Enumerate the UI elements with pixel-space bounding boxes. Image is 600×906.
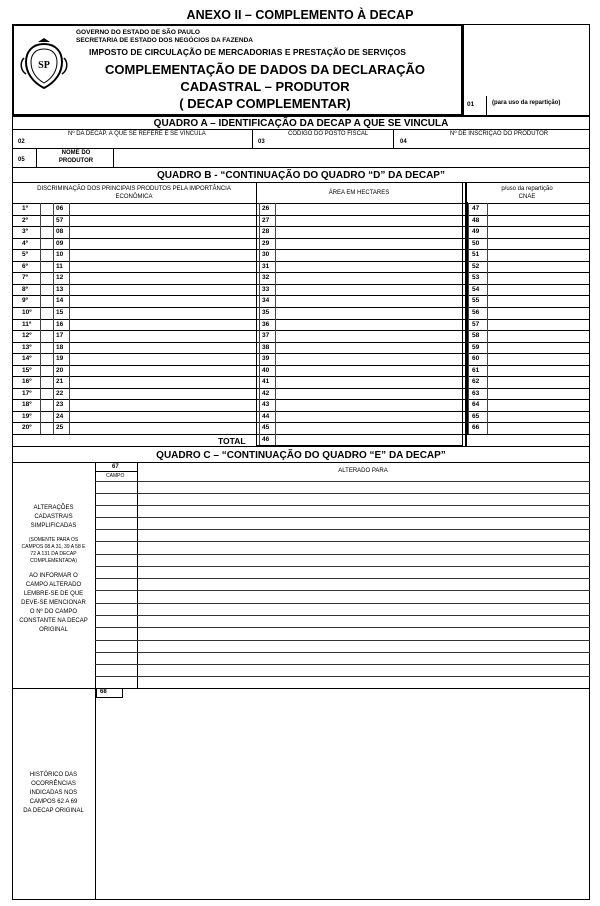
alterado-para-input[interactable]	[139, 506, 588, 516]
product-field-number: 19	[56, 355, 64, 362]
row-ordinal: 14º	[22, 355, 32, 362]
annex-title: ANEXO II – COMPLEMENTO À DECAP	[186, 8, 414, 22]
cnae-input[interactable]	[488, 273, 588, 283]
quadro-b-col-line	[468, 203, 469, 434]
product-field-number: 06	[56, 205, 64, 212]
row-ordinal: 8º	[22, 286, 28, 293]
row-ordinal: 1º	[22, 205, 28, 212]
product-input[interactable]	[70, 273, 254, 283]
area-input[interactable]	[276, 377, 460, 387]
alterado-para-input[interactable]	[139, 604, 588, 614]
historico-label-5: DA DECAP ORIGINAL	[23, 808, 84, 814]
alterado-para-input[interactable]	[139, 567, 588, 577]
area-field-number: 44	[262, 413, 270, 420]
product-field-number: 25	[56, 424, 64, 431]
cnae-field-number: 56	[472, 309, 480, 316]
product-input[interactable]	[70, 204, 254, 214]
alterado-para-input[interactable]	[139, 641, 588, 651]
cnae-field-number: 65	[472, 413, 480, 420]
area-field-number: 31	[262, 263, 270, 270]
area-input[interactable]	[276, 296, 460, 306]
cnae-field-number: 51	[472, 251, 480, 258]
product-field-number: 15	[56, 309, 64, 316]
row-ordinal: 13º	[22, 344, 32, 351]
cnae-input[interactable]	[488, 296, 588, 306]
cnae-input[interactable]	[488, 412, 588, 422]
product-input[interactable]	[70, 262, 254, 272]
cnae-field-number: 55	[472, 297, 480, 304]
alterado-para-input[interactable]	[139, 591, 588, 602]
field-02-input[interactable]	[34, 137, 250, 148]
alterado-para-input[interactable]	[139, 530, 588, 540]
field-05-input[interactable]	[116, 150, 588, 165]
quadro-b-col-line	[69, 203, 70, 434]
svg-text:SP: SP	[38, 60, 50, 71]
area-field-number: 29	[262, 240, 270, 247]
cnae-input[interactable]	[488, 227, 588, 237]
hint-line-7: ORIGINAL	[39, 627, 68, 633]
cnae-input[interactable]	[488, 400, 588, 410]
field-05-number: 05	[18, 157, 25, 163]
area-input[interactable]	[276, 273, 460, 283]
alteracoes-note-3: 72 A 131 DA DECAP	[30, 551, 77, 557]
quadro-b-col-line	[53, 203, 54, 434]
uso-reparticao-label: (para uso da repartição)	[492, 100, 561, 106]
cnae-field-number: 62	[472, 378, 480, 385]
cnae-input[interactable]	[488, 377, 588, 387]
cnae-input[interactable]	[488, 204, 588, 214]
cnae-input[interactable]	[488, 331, 588, 341]
area-input[interactable]	[276, 366, 460, 376]
area-field-number: 26	[262, 205, 270, 212]
historico-label-1: HISTÓRICO DAS	[29, 772, 78, 778]
field-02-number: 02	[18, 139, 25, 145]
row-ordinal: 12º	[22, 332, 32, 339]
quadro-b-col-line	[487, 203, 488, 434]
campo-input[interactable]	[97, 604, 135, 614]
cnae-input[interactable]	[488, 423, 588, 433]
quadro-b-title: QUADRO B - “CONTINUAÇÃO DO QUADRO “D” DA DECAP”	[157, 170, 445, 181]
campo-input[interactable]	[97, 530, 135, 540]
cnae-input[interactable]	[488, 308, 588, 318]
field-04-label: Nº DE INSCRIÇÃO DO PRODUTOR	[450, 131, 549, 137]
header-imposto: IMPOSTO DE CIRCULAÇÃO DE MERCADORIAS E PRESTAÇÃO DE SERVIÇOS	[89, 47, 406, 57]
field-03-number: 03	[258, 139, 265, 145]
field-05-label-2: PRODUTOR	[58, 158, 94, 164]
alteracoes-note-1: (SOMENTE PARA OS	[28, 537, 79, 543]
product-field-number: 14	[56, 297, 64, 304]
cnae-input[interactable]	[488, 216, 588, 226]
field-67-number: 67	[112, 464, 119, 470]
cnae-field-number: 58	[472, 332, 480, 339]
product-field-number: 20	[56, 367, 64, 374]
hint-line-4: DEVE-SE MENCIONAR	[21, 600, 86, 606]
quadro-b-col-line	[259, 203, 260, 446]
hint-line-3: LEMBRE-SE DE QUE	[23, 591, 84, 597]
row-ordinal: 4º	[22, 240, 28, 247]
alteracoes-label-1: ALTERAÇÕES	[33, 505, 74, 511]
cnae-input[interactable]	[488, 262, 588, 272]
product-input[interactable]	[70, 320, 254, 330]
area-input[interactable]	[276, 354, 460, 364]
area-input[interactable]	[276, 343, 460, 353]
field-04-number: 04	[400, 139, 407, 145]
area-input[interactable]	[276, 204, 460, 214]
area-field-number: 39	[262, 355, 270, 362]
cnae-input[interactable]	[488, 250, 588, 260]
cnae-field-number: 53	[472, 274, 480, 281]
cnae-field-number: 66	[472, 424, 480, 431]
alterado-para-input[interactable]	[139, 616, 588, 626]
campo-input[interactable]	[97, 616, 135, 626]
area-field-number: 32	[262, 274, 270, 281]
area-field-number: 28	[262, 228, 270, 235]
product-field-number: 22	[56, 390, 64, 397]
quadro-b-col1-label-2: ECONÔMICA	[115, 194, 153, 200]
product-input[interactable]	[70, 343, 254, 353]
total-label: TOTAL	[218, 436, 246, 446]
cnae-input[interactable]	[488, 239, 588, 249]
product-field-number: 10	[56, 251, 64, 258]
field-01-number: 01	[467, 101, 475, 108]
campo-input[interactable]	[97, 628, 135, 639]
alterado-para-input[interactable]	[139, 518, 588, 528]
area-input[interactable]	[276, 331, 460, 341]
product-input[interactable]	[70, 216, 254, 226]
alterado-para-input[interactable]	[139, 628, 588, 639]
cnae-field-number: 54	[472, 286, 480, 293]
area-input[interactable]	[276, 320, 460, 330]
product-field-number: 13	[56, 286, 64, 293]
row-ordinal: 18º	[22, 401, 32, 408]
area-field-number: 45	[262, 424, 270, 431]
area-input[interactable]	[276, 227, 460, 237]
campo-input[interactable]	[97, 542, 135, 553]
product-input[interactable]	[70, 377, 254, 387]
row-ordinal: 7º	[22, 274, 28, 281]
product-input[interactable]	[70, 389, 254, 399]
cnae-field-number: 60	[472, 355, 480, 362]
area-input[interactable]	[276, 250, 460, 260]
area-input[interactable]	[276, 423, 460, 433]
campo-input[interactable]	[97, 591, 135, 602]
hint-line-2: CAMPO ALTERADO	[25, 582, 82, 588]
alteracoes-note-2: CAMPOS 08 A 31, 39 A 58 E	[21, 544, 86, 550]
field-04-input[interactable]	[416, 137, 588, 148]
cnae-input[interactable]	[488, 285, 588, 295]
area-field-number: 35	[262, 309, 270, 316]
historico-label-2: OCORRÊNCIAS	[31, 781, 76, 787]
product-field-number: 23	[56, 401, 64, 408]
alteracao-row-line	[95, 676, 590, 677]
product-input[interactable]	[70, 331, 254, 341]
row-ordinal: 9º	[22, 297, 28, 304]
product-field-number: 16	[56, 321, 64, 328]
alterado-label: ALTERADO PARA	[338, 468, 388, 474]
cnae-field-number: 52	[472, 263, 480, 270]
cnae-field-number: 57	[472, 321, 480, 328]
row-ordinal: 17º	[22, 390, 32, 397]
cnae-input[interactable]	[488, 389, 588, 399]
campo-label: CAMPO	[106, 473, 125, 479]
historico-label-3: INDICADAS NOS	[29, 790, 78, 796]
row-ordinal: 6º	[22, 263, 28, 270]
area-field-number: 36	[262, 321, 270, 328]
area-field-number: 30	[262, 251, 270, 258]
cnae-field-number: 49	[472, 228, 480, 235]
alterado-para-input[interactable]	[139, 494, 588, 504]
product-field-number: 57	[56, 217, 64, 224]
cnae-field-number: 64	[472, 401, 480, 408]
header-title-line1: COMPLEMENTAÇÃO DE DADOS DA DECLARAÇÃO	[105, 62, 425, 77]
area-input[interactable]	[276, 389, 460, 399]
row-ordinal: 3º	[22, 228, 28, 235]
product-input[interactable]	[70, 400, 254, 410]
field-03-label: CÓDIGO DO POSTO FISCAL	[288, 131, 369, 137]
product-field-number: 21	[56, 378, 64, 385]
total-input[interactable]	[276, 435, 460, 444]
area-field-number: 41	[262, 378, 270, 385]
quadro-b-col2-label: ÁREA EM HECTARES	[328, 190, 390, 196]
campo-input[interactable]	[97, 653, 135, 663]
quadro-c-title: QUADRO C – “CONTINUAÇÃO DO QUADRO “E” DA DECAP”	[156, 450, 446, 461]
field-02-label: Nº DA DECAP. A QUE SE REFERE E SE VINCULA	[68, 131, 206, 137]
product-input[interactable]	[70, 239, 254, 249]
area-input[interactable]	[276, 216, 460, 226]
hint-line-5: O Nº DO CAMPO	[29, 609, 78, 615]
row-ordinal: 2º	[22, 217, 28, 224]
product-field-number: 17	[56, 332, 64, 339]
quadro-b-col3-label-2: CNAE	[518, 194, 536, 200]
area-field-number: 40	[262, 367, 270, 374]
product-field-number: 24	[56, 413, 64, 420]
area-input[interactable]	[276, 285, 460, 295]
campo-input[interactable]	[97, 506, 135, 516]
area-field-number: 43	[262, 401, 270, 408]
area-input[interactable]	[276, 239, 460, 249]
product-input[interactable]	[70, 296, 254, 306]
campo-input[interactable]	[97, 555, 135, 565]
cnae-field-number: 50	[472, 240, 480, 247]
area-input[interactable]	[276, 262, 460, 272]
hint-line-6: CONSTANTE NA DECAP	[19, 618, 88, 624]
cnae-field-number: 61	[472, 367, 480, 374]
area-field-number: 42	[262, 390, 270, 397]
alteracoes-note-4: COMPLEMENTADA)	[30, 558, 77, 564]
sao-paulo-seal-icon	[20, 38, 68, 92]
campo-input[interactable]	[97, 579, 135, 589]
area-input[interactable]	[276, 400, 460, 410]
product-field-number: 18	[56, 344, 64, 351]
area-field-number: 38	[262, 344, 270, 351]
alterado-para-input[interactable]	[139, 555, 588, 565]
alterado-para-input[interactable]	[139, 482, 588, 492]
product-input[interactable]	[70, 227, 254, 237]
campo-input[interactable]	[97, 518, 135, 528]
alteracoes-label-2: CADASTRAIS	[34, 514, 73, 520]
hint-line-1: AO INFORMAR O	[29, 573, 78, 579]
cnae-input[interactable]	[488, 343, 588, 353]
header-title-line3: ( DECAP COMPLEMENTAR)	[179, 96, 351, 111]
product-input[interactable]	[70, 366, 254, 376]
product-input[interactable]	[70, 354, 254, 364]
product-field-number: 12	[56, 274, 64, 281]
header-gov: GOVERNO DO ESTADO DE SÃO PAULO	[76, 29, 200, 36]
cnae-input[interactable]	[488, 354, 588, 364]
quadro-a-title: QUADRO A – IDENTIFICAÇÃO DA DECAP A QUE SE VINCULA	[153, 118, 449, 129]
campo-header-line	[95, 471, 137, 472]
area-field-number: 27	[262, 217, 270, 224]
cnae-field-number: 63	[472, 390, 480, 397]
cnae-field-number: 48	[472, 217, 480, 224]
product-input[interactable]	[70, 423, 254, 433]
area-input[interactable]	[276, 412, 460, 422]
quadro-b-col1-label-1: DISCRIMINAÇÃO DOS PRINCIPAIS PRODUTOS PELA IMPORTÂNCIA	[37, 186, 231, 192]
quadro-b-col3-label-1: p/uso da repartição	[501, 186, 553, 192]
campo-input[interactable]	[97, 567, 135, 577]
historico-input[interactable]	[98, 700, 588, 898]
field-68-number: 68	[100, 689, 107, 695]
quadro-b-col-line	[40, 203, 41, 434]
area-field-number: 34	[262, 297, 270, 304]
campo-input[interactable]	[97, 641, 135, 651]
row-ordinal: 11º	[22, 321, 32, 328]
alterado-para-input[interactable]	[139, 665, 588, 675]
product-field-number: 11	[56, 263, 63, 270]
row-ordinal: 15º	[22, 367, 32, 374]
row-ordinal: 20º	[22, 424, 32, 431]
cnae-input[interactable]	[488, 366, 588, 376]
alterado-para-input[interactable]	[139, 542, 588, 553]
header-secretaria: SECRETARIA DE ESTADO DOS NEGÓCIOS DA FAZENDA	[76, 37, 253, 44]
quadro-b-col-line	[275, 203, 276, 446]
header-title-line2: CADASTRAL – PRODUTOR	[180, 79, 350, 94]
field-05-label-1: NOME DO	[61, 150, 91, 156]
row-ordinal: 10º	[22, 309, 32, 316]
row-ordinal: 5º	[22, 251, 28, 258]
alterado-para-input[interactable]	[139, 579, 588, 589]
product-input[interactable]	[70, 250, 254, 260]
field-03-input[interactable]	[274, 137, 390, 148]
row-ordinal: 19º	[22, 413, 32, 420]
product-field-number: 08	[56, 228, 64, 235]
cnae-field-number: 59	[472, 344, 480, 351]
product-input[interactable]	[70, 308, 254, 318]
cnae-input[interactable]	[488, 320, 588, 330]
area-input[interactable]	[276, 308, 460, 318]
product-input[interactable]	[70, 285, 254, 295]
area-field-number: 37	[262, 332, 270, 339]
cnae-field-number: 47	[472, 205, 480, 212]
product-input[interactable]	[70, 412, 254, 422]
campo-input[interactable]	[97, 665, 135, 675]
area-field-number: 33	[262, 286, 270, 293]
alteracoes-label-3: SIMPLIFICADAS	[30, 523, 77, 529]
alterado-para-input[interactable]	[139, 653, 588, 663]
product-field-number: 09	[56, 240, 64, 247]
total-field-number: 46	[262, 436, 270, 443]
historico-label-4: CAMPOS 62 A 69	[29, 799, 78, 805]
campo-input[interactable]	[97, 482, 135, 492]
campo-input[interactable]	[97, 494, 135, 504]
row-ordinal: 16º	[22, 378, 32, 385]
